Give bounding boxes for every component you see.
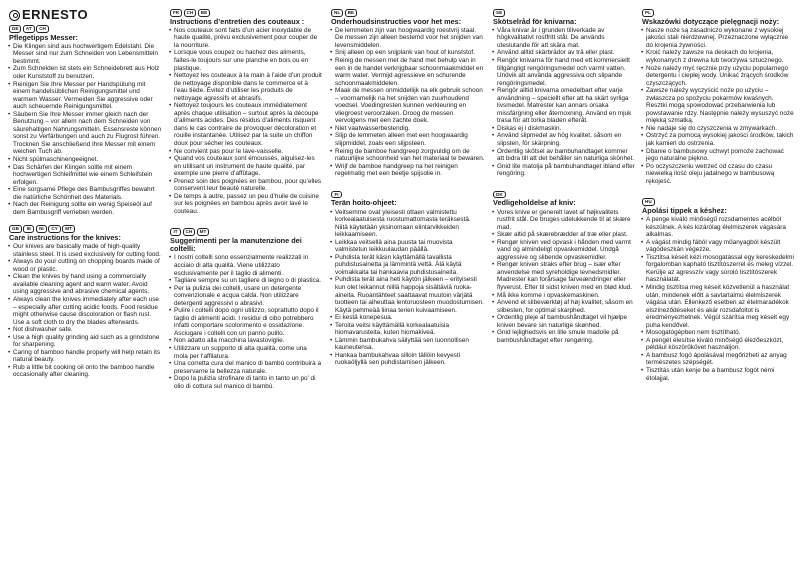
list-item: • Dopo la pulizia strofinare di tanto in tanto un po’ di olio di cottura sul manico di bambù. [170, 375, 322, 390]
list-item: • A vágást mindig fából vagy műanyagból készült vágódeszkán végezze. [642, 239, 794, 254]
list-item: • Ostrzyć za pomocą wysokiej jakości środków, takich jak kamień do ostrzenia. [642, 132, 794, 147]
list-item: • Nicht spülmaschinengeeignet. [9, 156, 162, 164]
country-tag: IT [170, 228, 181, 236]
list-item: • Gnid lejlighedsvis en lille smule madolie på bambushåndtaget efter rengøring. [493, 329, 636, 344]
list-item: • A pengét élesítse kiváló minőségű élezőeszközt, például köszörűkövet használjon. [642, 337, 794, 352]
country-tag: CY [48, 225, 60, 233]
list-item: • Teroita veitsi käyttämällä korkealaatuisia hiomavarusteita, kuten hiomakiveä. [331, 322, 485, 337]
list-item: • Das Schärfen der Klingen sollte mit einem hochwertigen Schleifmittel wie einem Schleifstein erfolgen. [9, 164, 162, 187]
section-title-fi: Terän hoito-ohjeet: [331, 198, 397, 208]
list-it [170, 254, 322, 390]
list-item: • Tisztítsa késeit kézi mosogatással egy kereskedelmi forgalomban kapható tisztítószerrel és meleg vízzel. Kerülje az agresszív vagy súroló tisztítószerek használatát. [642, 254, 794, 284]
list-item: • Ne convient pas pour le lave-vaisselle. [170, 148, 322, 156]
country-tag: MT [62, 225, 75, 233]
country-tags-it [170, 228, 322, 236]
list-item: • Quand vos couteaux sont émoussés, aiguisez-les en utilisant un instrument de haute qualité, par exemple une pierre d’affûtage. [170, 155, 322, 178]
country-tags-fr [170, 9, 322, 17]
list-item: • Pulire i coltelli dopo ogni utilizzo, soprattutto dopo il taglio di alimenti acidi. I residui di cibo potrebbero infatti comportare scolorimento e ossidazione. Asciugare i coltelli con un panno pulito. [170, 307, 322, 337]
list-item: • Kroić należy zawsze na deskach do krojenia, wykonanych z drewna lub tworzywa sztucznego. [642, 49, 794, 64]
list-item: • De lemmeten zijn van hoogwaardig roestvrij staal. De messen zijn alleen bestemd voor het snijden van levensmiddelen. [331, 27, 485, 50]
country-tag: PL [642, 9, 654, 17]
column-pl-hu [642, 8, 794, 382]
list-item: • Zawsze należy wyczyścić noże po użyciu – zwłaszcza po spożyciu pokarmów kwaśnych. Resztki mogą spowodować przebarwienia lub powstawanie rdzy. Następnie należy wysuszyć noże miękką szmatką. [642, 87, 794, 125]
list-dk [493, 209, 636, 345]
country-tags-de [9, 25, 162, 33]
list-item: • Ei kestä konepesua. [331, 314, 485, 322]
list-item: • Mindig tisztítsa meg késeit közvetlenül a használat után, mindenek előtt a savtartalmú élelmiszerek vágása után. Ellenkező esetben az ételmaradékok elszíneződéseket és akár rozsdafoltot is eredményezhetnek. Végül szárítsa meg késeit egy puha kendővel. [642, 284, 794, 329]
list-pl [642, 27, 794, 185]
list-item: • Per la pulizia dei coltelli, usare un detergente convenzionale e acqua calda. Non utilizzare detergenti aggressivi o abrasivi. [170, 285, 322, 308]
country-tag: GB [9, 225, 22, 233]
list-item: • Rengør kniven straks efter brug – især efter anvendelse med syreholdige levnedsmidler. Madrester kan forårsage farveændringer eller flyverust. Efter til sidst kniven med en blød klud. [493, 261, 636, 291]
list-item: • Använd alltid skärbrädor av trä eller plast. [493, 49, 636, 57]
list-item: • Nasze noże są zasadniczo wykonane z wysokiej jakości stali nierdzewnej. Przeznaczone wyłącznie do krojenia żywności. [642, 27, 794, 50]
list-item: • Säubern Sie Ihre Messer immer gleich nach der Benutzung – vor allem nach dem Schneiden von säurehaltigen Nahrungsmitteln. Essensreste können sonst zu Verfärbungen und auch zu Flugrost führen. Trocknen Sie anschließend Ihre Messer mit einem weichen Tuch ab. [9, 111, 162, 156]
list-item: • Clean the knives by hand using a commercially available cleaning agent and warm water. Avoid using aggressive and abrasive chemical agents. [9, 273, 162, 296]
list-item: • Not dishwasher safe. [9, 326, 162, 334]
list-item: • A bambusz fogó ápolásával megőrizheti az anyag természetes szépségét. [642, 352, 794, 367]
column-fr-it [170, 8, 322, 390]
list-item: • Po oczyszczeniu wetrzeć od czasu do czasu niewielką ilość oleju jadalnego w bambusową rękojeść. [642, 163, 794, 186]
section-title-se: Skötselråd för knivarna: [493, 16, 577, 26]
list-item: • Always do your cutting on chopping boards made of wood or plastic. [9, 258, 162, 273]
country-tag: HU [642, 198, 655, 206]
country-tag: FR [170, 9, 182, 17]
list-item: • Nettoyez les couteaux à la main à l’aide d’un produit de nettoyage disponible dans le commerce et à l’eau tiède. Évitez d’utiliser les produits de nettoyage agressifs et abrasifs. [170, 72, 322, 102]
list-item: • Rengør kniven ved opvask i hånden med varmt vand og almindeligt opvaskemiddel. Undgå aggressive og slibende opvaskemidler. [493, 239, 636, 262]
list-item: • Våra knivar är i grunden tillverkade av högkvalitativt rostfritt stål. De används uteslutande för att skära mat. [493, 27, 636, 50]
country-tags-gb [9, 225, 162, 233]
list-item: • Nach der Reinigung sollte ein wenig Speiseöl auf dem Bambusgriff verrieben werden. [9, 201, 162, 216]
list-item: • Use a high quality grinding aid such as a grindstone for sharpening. [9, 334, 162, 349]
list-item: • Nos couteaux sont faits d’un acier inoxydable de haute qualité, prévu exclusivement pour couper de la nourriture. [170, 27, 322, 50]
list-fr [170, 27, 322, 216]
country-tag: DK [493, 191, 506, 199]
list-item: • Prenez soin des poignées en bambou, pour qu’elles conservent leur beauté naturelle. [170, 178, 322, 193]
list-item: • Niet vaatwasserbestendig. [331, 125, 485, 133]
list-item: • Må ikke komme i opvaskemaskinen. [493, 292, 636, 300]
list-item: • Tisztítás után kenje be a bambusz fogót némi étolajjal. [642, 367, 794, 382]
brand-logo [9, 8, 162, 22]
list-item: • Always clean the knives immediately after each use – especially after cutting acidic foods. Food residue might otherwise cause discoloration or flash rust. Use a soft cloth to dry the blades afterwards. [9, 296, 162, 326]
section-title-fr: Instructions d’entretien des couteaux : [170, 16, 305, 26]
country-tag: NL [331, 9, 343, 17]
list-item: • Slijp de lemmeten alleen met een hoogwaardig slijpmiddel, zoals een slijpsteen. [331, 132, 485, 147]
list-item: • Vores knive er generelt lavet af højkvalitets rustfrit stål. De bruges udelukkende til at skære mad. [493, 209, 636, 232]
country-tag: MT [197, 228, 210, 236]
country-tag: NI [36, 225, 47, 233]
country-tag: BE [198, 9, 210, 17]
list-item: • Puhdista terät käsin käyttämällä tavallista puhdistusainetta ja lämmintä vettä. Älä käytä voimakkaita tai hankaavia puhdistusaineita. [331, 254, 485, 277]
list-fi [331, 209, 485, 367]
country-tag: CH [183, 228, 196, 236]
country-tags-fi [331, 191, 485, 199]
list-de [9, 43, 162, 217]
section-title-it: Suggerimenti per la manutenzione dei coltelli: [170, 236, 302, 254]
list-item: • Lorsque vous coupez ou hachez des aliments, faites-le toujours sur une planche en bois ou en plastique. [170, 49, 322, 72]
section-title-pl: Wskazówki dotyczące pielęgnacji noży: [642, 16, 780, 26]
list-item: • Puhdista terät aina heti käytön jälkeen – erityisesti kun olet leikannut niillä happoja sisältäviä ruoka-aineita. Ruoantähteet saattaavat muutoin värjätä tuotteen tai aiheuttaa lentoruosteen muodostumisen. Käytä pehmeää liinaa terien kuivaamiseen. [331, 276, 485, 314]
list-item: • A penge kiváló minőségű rozsdamentes acélból készülnek. A kés kizárólag élelmiszerek vágására alkalmas. [642, 216, 794, 239]
list-se [493, 27, 636, 178]
list-item: • Die Klingen sind aus hochwertigem Edelstahl. Die Messer sind nur zum Schneiden von Lebensmitteln bestimmt. [9, 43, 162, 66]
list-item: • Rengör knivarna för hand med ett kommersiellt tillgängligt rengöringsmedel och varmt vatten. Undvik att använda aggressiva och slipande rengöringsmedel. [493, 57, 636, 87]
list-item: • I nostri coltelli sono essenzialmente realizzati in acciaio di alta qualità. Viene utilizzato esclusivamente per il taglio di alimenti. [170, 254, 322, 277]
country-tag: CH [184, 9, 197, 17]
list-item: • Non adatto alla macchina lavastoviglie. [170, 337, 322, 345]
list-item: • Maak de messen onmiddellijk na elk gebruik schoon – voornamelijk na het snijden van zuurhoudend voedsel. Voedingresten kunnen verkleuring en vliegroest veroorzaken. Droog de messen vervolgens met een zachte doek. [331, 87, 485, 125]
list-item: • Tagliare sempre su un tagliere di legno o di plastica. [170, 277, 322, 285]
list-item: • Rengör alltid knivarna omedelbart efter varje användning – speciellt efter att ha skärt syrliga livsmedel. Matrester kan annars orsaka missfärgning eller åternoxning. Använd en mjuk trasa för att torka bladen efteråt. [493, 87, 636, 125]
list-item: • Eine sorgsame Pflege des Bambusgriffes bewahrt die natürliche Schönheit des Materials. [9, 186, 162, 201]
country-tag: BE [345, 9, 357, 17]
list-item: • Zum Schneiden ist stets ein Schneidebrett aus Holz oder Kunststoff zu benutzen. [9, 65, 162, 80]
country-tags-hu [642, 198, 794, 206]
list-item: • Caring of bamboo handle properly will help retain its natural beauty. [9, 349, 162, 364]
country-tag: DE [9, 25, 21, 33]
list-item: • Una corretta cura del manico di bambù contribuirà a preservarne la bellezza naturale. [170, 360, 322, 375]
list-item: • Reinig de bamboe handgreep zorgvuldig om de natuurlijke schoonheid van het materiaal te bewaren. [331, 148, 485, 163]
column-nl-fi [331, 8, 485, 367]
country-tag: IE [23, 225, 34, 233]
list-item: • Hankaa bambukahvaa silloin tällöin kevyesti ruokaöljyllä sen puhdistamisen jälkeen. [331, 352, 485, 367]
list-item: • Noże należy myć ręcznie przy użyciu popularnego detergentu i ciepłej wody. Unikać żrących środków czyszczących. [642, 65, 794, 88]
country-tag: AT [23, 25, 35, 33]
list-item: • Our knives are basically made of high-quality stainless steel. It is used exclusively for cutting food. [9, 243, 162, 258]
brand-logo-icon [9, 10, 20, 21]
country-tags-pl [642, 9, 794, 17]
list-item: • Rub a little bit cooking oil onto the bamboo handle occasionally after cleaning. [9, 364, 162, 379]
list-item: • Nettoyez toujours les couteaux immédiatement après chaque utilisation – surtout après la découpe d’aliments acides. Des résidus d’aliments risquent dans le cas contraire de provoquer décoloration et rouille instantanée. Utilisez par la suite un chiffon doux pour sécher les couteaux. [170, 102, 322, 147]
list-item: • Lämmin bambukahva säilyttää sen luonnollisen kauneutensa. [331, 337, 485, 352]
list-item: • Reinigen Sie Ihre Messer per Handspülung mit einem handelsüblichen Reinigungsmittel und warmem Wasser. Vermeiden Sie aggressive oder auch scheuernde Reinigungsmittel. [9, 81, 162, 111]
list-item: • Mosogatógépben nem tisztítható. [642, 329, 794, 337]
section-title-hu: Ápolási tippek a késhez: [642, 205, 727, 215]
section-title-de: Pflegetipps Messer: [9, 32, 78, 42]
country-tags-se [493, 9, 636, 17]
column-de-gb [9, 8, 162, 379]
list-item: • Nie nadaje się do czyszczenia w zmywarkach. [642, 125, 794, 133]
list-hu [642, 216, 794, 382]
section-title-dk: Vedligeholdelse af kniv: [493, 198, 576, 208]
list-item: • Utilizzare un supporto di alta qualità, come una mola per l’affilatura. [170, 345, 322, 360]
list-item: • Leikkaa veitsellä aina puusta tai muovista valmistetun leikkuulaudan päällä. [331, 239, 485, 254]
list-item: • Anvend et slibeværktøj af høj kvalitet, såsom en slibesten, for optimal skarphed. [493, 299, 636, 314]
list-item: • Ordentlig skötsel av bambuhandtaget kommer att bidra till att det behåller sin naturliga skönhet. [493, 148, 636, 163]
list-gb [9, 243, 162, 379]
list-nl [331, 27, 485, 178]
list-item: • Gnid lite matolja på bambuhandtaget ibland efter rengöring. [493, 163, 636, 178]
list-item: • Wrijf de bamboe handgreep na het reinigen regelmatig met een beetje spijsolie in. [331, 163, 485, 178]
country-tags-dk [493, 191, 636, 199]
list-item: • Veitsemme ovat yleisesti ottaen valmistettu korkealaatuisesta ruostumattomasta teräksestä. Niitä käytetään yksinomaan elintarvikkeiden leikkaamiseen. [331, 209, 485, 239]
list-item: • Diskas ej i diskmaskin. [493, 125, 636, 133]
list-item: • Ordentlig pleje af bambushåndtaget vil hjælpe kniven bevare sin naturlige skønhed. [493, 314, 636, 329]
list-item: • Skær altid på skærebrædder af træ eller plast. [493, 231, 636, 239]
section-title-nl: Onderhoudsinstructies voor het mes: [331, 16, 462, 26]
country-tags-nl [331, 9, 485, 17]
section-title-gb: Care instructions for the knives: [9, 232, 121, 242]
list-item: • Dbanie o bambusowy uchwyt pomoże zachować jego naturalne piękno. [642, 148, 794, 163]
country-tag: CH [36, 25, 49, 33]
list-item: • Använd slipmedel av hög kvalitet, såsom en slipsten, för skärpning. [493, 132, 636, 147]
list-item: • De temps à autre, passez un peu d’huile de cuisine sur les poignées en bambou après avoir lavé le couteau. [170, 193, 322, 216]
country-tag: FI [331, 191, 342, 199]
list-item: • Reinig de messen met de hand met behulp van in een in de handel verkrijgbaar schoonmaakmiddel en warm water. Vermijd agressieve en schurende schoonmaakmiddelen. [331, 57, 485, 87]
brand-name: ERNESTO [22, 7, 89, 22]
country-tag: SE [493, 9, 505, 17]
column-se-dk [493, 8, 636, 344]
list-item: • Snij alleen op een snijplank van hout of kunststof. [331, 49, 485, 57]
